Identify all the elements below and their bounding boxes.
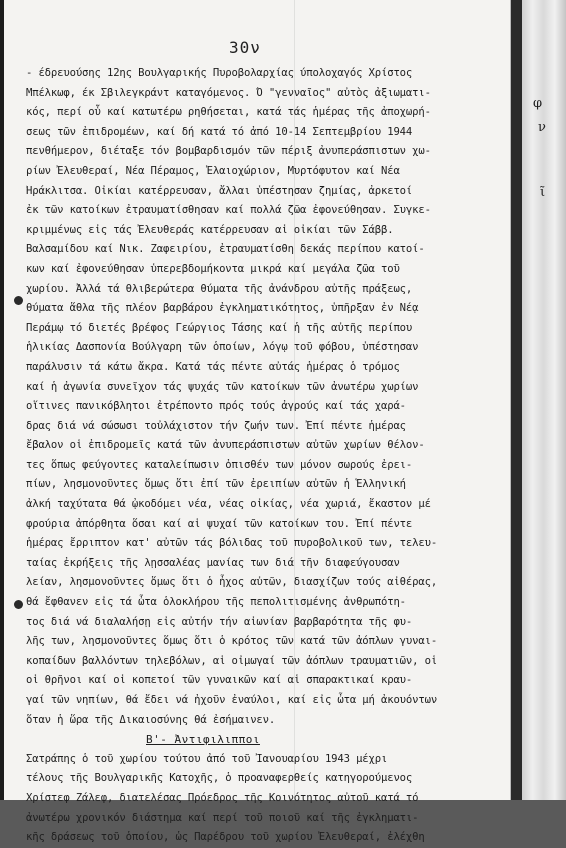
text-line: λῆς των, λησμονοῦντες ὅμως ὅτι ὁ κρότος τῶν κατά τῶν ἀόπλων γυναι-	[26, 635, 438, 648]
text-line: ἔβαλον οἱ ἐπιδρομεῖς κατά τῶν ἀνυπεράσπιστων αὐτῶν χωρίων θέλον-	[26, 439, 425, 452]
text-line: πίων, λησμονοῦντες ὅμως ὅτι ἐπί τῶν ἐρειπίων αὐτῶν ἡ Ἑλληνική	[26, 478, 406, 491]
document-page	[4, 0, 510, 844]
text-line: Σατράπης ὁ τοῦ χωρίου τούτου ἀπό τοῦ Ἰανουαρίου 1943 μέχρι	[26, 752, 388, 765]
text-line: καί ἡ ἀγωνία συνεῖχον τάς ψυχάς τῶν κατοίκων τῶν ἀνωτέρω χωρίων	[26, 380, 419, 393]
text-line: ἡλικίας Δασπονία Βούλγαρη τῶν ὁποίων, λόγῳ τοῦ φόβου, ὑπέστησαν	[26, 341, 419, 354]
text-line: τος διά νά διαλαλήσῃ εἰς αὐτήν τήν αἰωνίαν βαρβαρότητα τῆς φυ-	[26, 615, 413, 628]
text-line: ἡμέρας ἔρριπτον κατ' αὐτῶν τάς βόλιδας τοῦ πυροβολικοῦ των, τελευ-	[26, 537, 438, 550]
text-line: οἵτινες πανικόβλητοι ἐτρέποντο πρός τούς ἀγρούς καί τάς χαρά-	[26, 400, 406, 413]
text-line: θά ἔφθανεν εἰς τά ὦτα ὁλοκλήρου τῆς πεπολιτισμένης ἀνθρωπότη-	[26, 596, 406, 609]
binding-shadow	[510, 0, 522, 800]
text-line: παράλυσιν τά κάτω ἄκρα. Κατά τάς πέντε αὐτάς ἡμέρας ὁ τρόμος	[26, 360, 400, 373]
text-line: σεως τῶν ἐπιδρομέων, καί δή κατά τό ἀπό 10-14 Σεπτεμβρίου 1944	[26, 125, 413, 138]
text-line: κός, περί οὗ καί κατωτέρω ρηθήσεται, κατά τάς ἡμέρας τῆς ἀποχωρή-	[26, 106, 431, 119]
document-body	[26, 64, 504, 848]
text-line: τες ὅπως φεύγοντες καταλείπωσιν ὀπισθέν των μόνον σωρούς ἐρει-	[26, 458, 413, 471]
text-line: τέλους τῆς Βουλγαρικῆς Κατοχῆς, ὁ προαναφερθείς κατηγορούμενος	[26, 772, 413, 785]
text-line: ταίας ἐκρήξεις τῆς λῃσσαλέας μανίας των διά τῆν διαφεύγουσαν	[26, 556, 400, 569]
text-line: ἀλκή ταχύτατα θά ᾠκοδόμει νέα, νέας οἰκίας, νέα χωριά, ἔκαστον μέ	[26, 498, 431, 511]
punch-hole	[14, 296, 23, 305]
section-heading: Β'- Ἀντιφιλιπποι	[146, 733, 260, 747]
text-line: χωρίου. Ἀλλά τά θλιβερώτερα θύματα τῆς ἀνάνδρου αὐτῆς πράξεως,	[26, 282, 413, 295]
text-line: Μπέλκωφ, έκ Σβιλεγκράντ καταγόμενος. Ό "γενναῖος" αὐτὸς ἀξιωματι-	[26, 86, 431, 99]
text-line: θύματα ἅθλα τῆς πλέον βαρβάρου ἐγκληματικότητος, ὑπῆρξαν ἐν Νέᾳ	[26, 302, 419, 315]
text-line: κριμμένως εἰς τάς Ἐλευθεράς κατέρρευσαν αἱ οἰκίαι τῶν Σάββ.	[26, 223, 394, 236]
text-line: ἀνωτέρω χρονικόν διάστημα καί περί τοῦ ποιοῦ καί τῆς ἐγκληματι-	[26, 811, 419, 824]
page-number: 30ν	[229, 38, 261, 57]
margin-char: φ	[533, 96, 543, 111]
margin-char: ῖ	[540, 185, 546, 200]
text-line: ἐκ τῶν κατοίκων ἐτραυματίσθησαν καί πολλά ζῶα ἐφονεύθησαν. Συγκε-	[26, 204, 431, 217]
text-line: πενθήμερον, διέταξε τόν βομβαρδισμόν τῶν πέριξ ἀνυπεράσπιστων χω-	[26, 145, 431, 158]
text-line: οἱ θρῆνοι καί οἱ κοπετοί τῶν γυναικῶν καί αἱ σπαρακτικαί κραυ-	[26, 674, 413, 687]
text-line: κων καί ἐφονεύθησαν ὑπερεβδομήκοντα μικρά καί μεγάλα ζῶα τοῦ	[26, 262, 400, 275]
text-line: φρούρια ἀπόρθητα ὅσαι καί αἱ ψυχαί τῶν κατοίκων του. Ἐπί πέντε	[26, 517, 413, 530]
text-line: λείαν, λησμονοῦντες ὅμως ὅτι ὁ ἦχος αὐτῶν, διασχίζων τούς αἰθέρας,	[26, 576, 438, 589]
text-line: - έδρευούσης 12ης Βουλγαρικής Πυροβολαρχίας ύπολοχαγός Χρίστος	[26, 67, 413, 79]
text-line: Βαλσαμίδου καί Νικ. Ζαφειρίου, ἐτραυματίσθη δεκάς περίπου κατοί-	[26, 243, 425, 256]
text-line: κῆς δράσεως τοῦ ὁποίου, ὡς Παρέδρου τοῦ χωρίου Ἐλευθεραί, ἐλέχθη	[26, 831, 425, 844]
text-line: Περάμῳ τό διετές βρέφος Γεώργιος Τάσης καί ἡ τῆς αὐτῆς περίπου	[26, 321, 413, 334]
text-line: ρίων Ἐλευθεραί, Νέα Πέραμος, Ἐλαιοχώριον, Μυρτόφυτον καί Νέα	[26, 164, 400, 177]
text-line: γαί τῶν νηπίων, θά ἔδει νά ἠχοῦν ἐναύλοι, καί εἰς ὦτα μή ἀκουόντων	[26, 694, 438, 706]
text-line: Χρίστεφ Ζάλεφ, διατελέσας Πρόεδρος τῆς Κοινότητος αὐτοῦ κατά τό	[26, 791, 419, 804]
text-line: κοπαίδων βαλλόντων τηλεβόλων, αἱ οἰμωγαί τῶν ἀόπλων τραυματιῶν, οἱ	[26, 654, 438, 667]
margin-char: ν	[538, 120, 546, 135]
text-line: ὅταν ἡ ὥρα τῆς Δικαιοσύνης θά ἐσήμαινεν.	[26, 713, 276, 726]
text-line: δρας διά νά σώσωσι τοὐλάχιστον τήν ζωήν των. Ἐπί πέντε ἡμέρας	[26, 419, 406, 432]
punch-hole	[14, 600, 23, 609]
text-line: Ἡράκλιτσα. Οἰκίαι κατέρρευσαν, ἄλλαι ὑπέστησαν ζημίας, ἀρκετοί	[26, 184, 413, 197]
